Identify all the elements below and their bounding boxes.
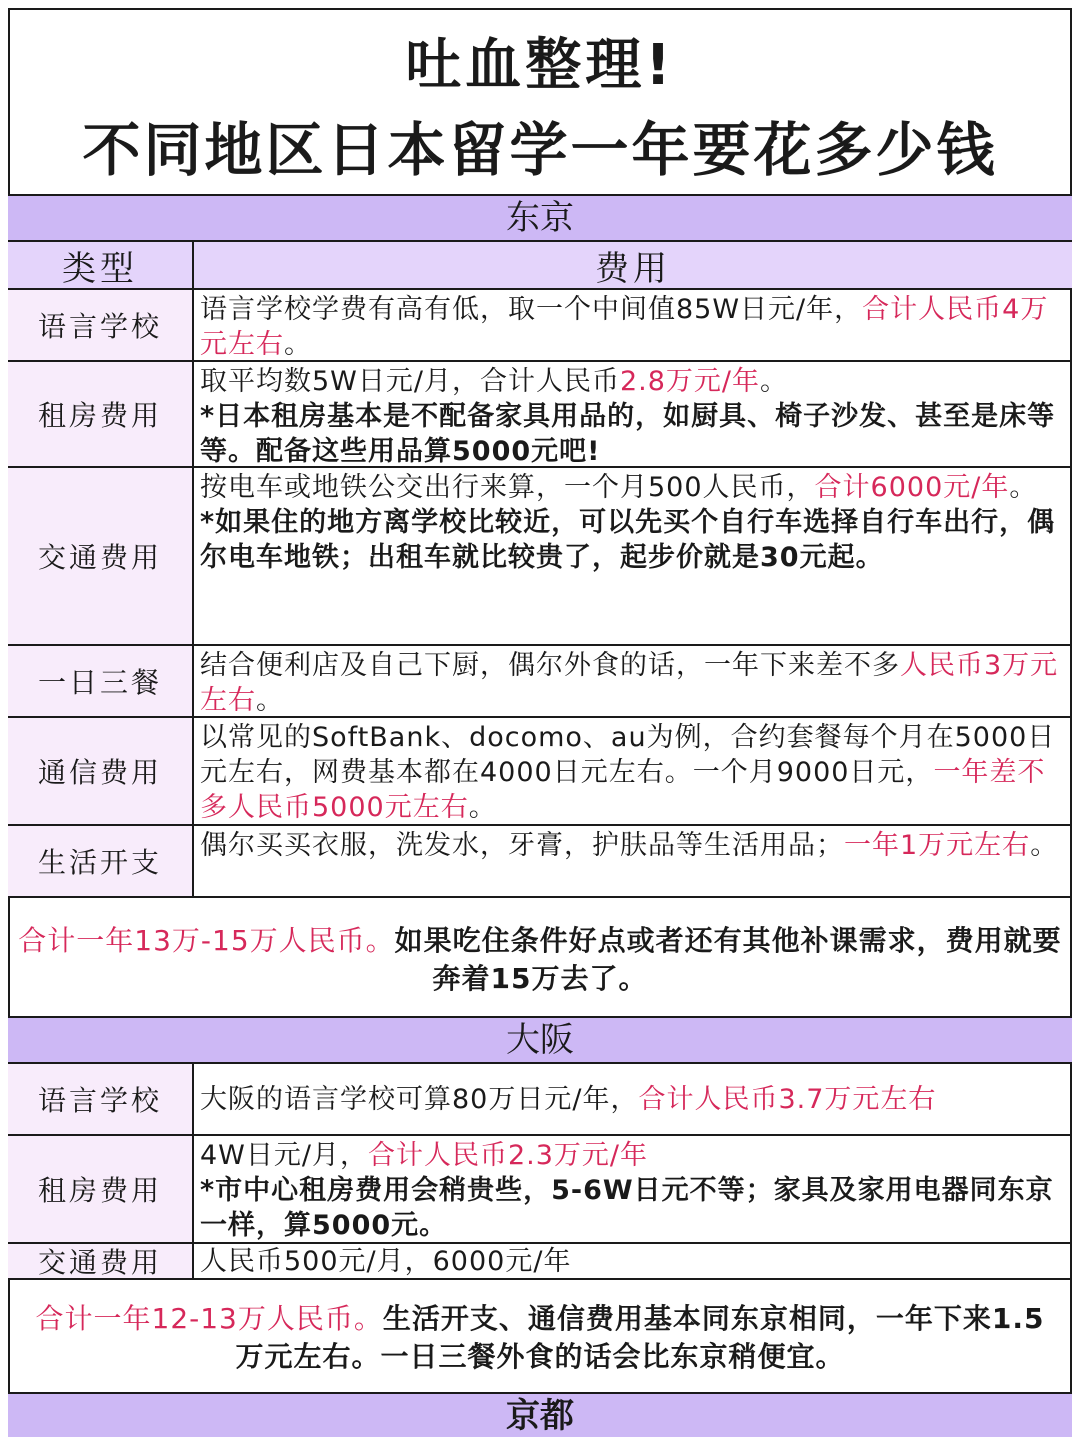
row-highlight: 合计人民币3.7万元左右	[638, 1084, 937, 1115]
row-label: 语言学校	[8, 1064, 194, 1134]
row-highlight: 人民币3万元左右	[200, 650, 1059, 716]
header-type: 类型	[8, 242, 194, 288]
table-row	[8, 1244, 1072, 1280]
row-text: 结合便利店及自己下厨，偶尔外食的话，一年下来差不多人民币3万元左右。	[200, 650, 1059, 716]
row-note: *日本租房基本是不配备家具用品的，如厨具、椅子沙发、甚至是床等等。配备这些用品算5000元吧!	[200, 401, 1056, 467]
page-title	[8, 8, 1072, 196]
row-highlight: 一年差不多人民币5000元左右	[200, 757, 1046, 823]
row-label: 通信费用	[8, 718, 194, 824]
row-highlight: 合计人民币2.3万元/年	[367, 1140, 649, 1171]
row-label: 交通费用	[8, 1244, 194, 1278]
summary-highlight: 合计一年13万-15万人民币。	[18, 924, 395, 957]
row-highlight: 合计6000元/年	[814, 472, 1010, 503]
row-label: 租房费用	[8, 1136, 194, 1242]
section-title-tokyo: 东京	[506, 198, 574, 238]
table-row	[8, 826, 1072, 898]
table-row	[8, 1136, 1072, 1244]
section-band-tokyo	[8, 196, 1072, 242]
table-row	[8, 1064, 1072, 1136]
row-highlight: 合计人民币4万元左右	[200, 294, 1049, 360]
row-text: 按电车或地铁公交出行来算，一个月500人民币，合计6000元/年。 *如果住的地方离学校比较近，可以先买个自行车选择自行车出行，偶尔电车地铁；出租车就比较贵了，起步价就是30元起。	[200, 472, 1056, 573]
summary-tokyo	[8, 898, 1072, 1018]
title-line-2: 不同地区日本留学一年要花多少钱	[82, 116, 998, 184]
row-highlight: 2.8万元/年	[619, 366, 761, 397]
section-band-osaka	[8, 1018, 1072, 1064]
summary-text: 生活开支、通信费用基本同东京相同，一年下来1.5万元左右。一日三餐外食的话会比东京稍便宜。	[235, 1302, 1045, 1373]
table-row	[8, 362, 1072, 468]
table-row	[8, 646, 1072, 718]
table-header-row	[8, 242, 1072, 290]
header-cost: 费用	[194, 242, 1072, 288]
row-label: 一日三餐	[8, 646, 194, 716]
table-row	[8, 290, 1072, 362]
row-text: 人民币500元/月，6000元/年	[200, 1246, 572, 1277]
section-title-osaka: 大阪	[506, 1020, 574, 1060]
row-text: 大阪的语言学校可算80万日元/年，合计人民币3.7万元左右	[200, 1084, 937, 1115]
row-text: 4W日元/月，合计人民币2.3万元/年 *市中心租房费用会稍贵些，5-6W日元不等；家具及家用电器同东京一样，算5000元。	[200, 1140, 1054, 1241]
row-label: 语言学校	[8, 290, 194, 360]
row-label: 租房费用	[8, 362, 194, 466]
summary-highlight: 合计一年12-13万人民币。	[35, 1302, 383, 1335]
row-text: 偶尔买买衣服，洗发水，牙膏，护肤品等生活用品；一年1万元左右。	[200, 830, 1059, 861]
row-text: 以常见的SoftBank、docomo、au为例，合约套餐每个月在5000日元左右，网费基本都在4000日元左右。一个月9000日元，一年差不多人民币5000元左右。	[200, 722, 1056, 823]
row-highlight: 一年1万元左右	[844, 830, 1031, 861]
row-text: 语言学校学费有高有低，取一个中间值85W日元/年，合计人民币4万元左右。	[200, 294, 1049, 360]
section-band-kyoto	[8, 1394, 1072, 1437]
row-label: 生活开支	[8, 826, 194, 896]
section-title-kyoto: 京都	[506, 1396, 574, 1436]
row-note: *如果住的地方离学校比较近，可以先买个自行车选择自行车出行，偶尔电车地铁；出租车就比较贵了，起步价就是30元起。	[200, 507, 1056, 573]
row-text: 取平均数5W日元/月，合计人民币2.8万元/年。 *日本租房基本是不配备家具用品的，如厨具、椅子沙发、甚至是床等等。配备这些用品算5000元吧!	[200, 366, 1056, 467]
summary-text: 如果吃住条件好点或者还有其他补课需求，费用就要奔着15万去了。	[394, 924, 1062, 995]
row-note: *市中心租房费用会稍贵些，5-6W日元不等；家具及家用电器同东京一样，算5000元。	[200, 1175, 1054, 1241]
title-line-1: 吐血整理!	[405, 33, 675, 98]
table-row	[8, 718, 1072, 826]
table-row	[8, 468, 1072, 646]
summary-osaka	[8, 1280, 1072, 1394]
row-label: 交通费用	[8, 468, 194, 644]
